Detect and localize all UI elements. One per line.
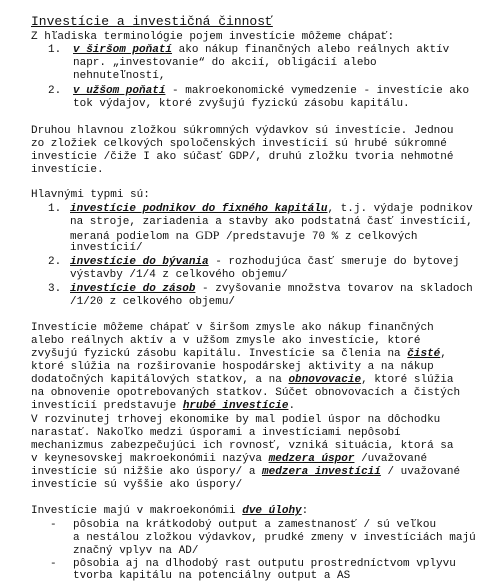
type-1-text: meraná podielom na (70, 231, 196, 243)
type-2-line-1 (70, 256, 459, 268)
type-2-number: 2. (48, 256, 62, 268)
intro-line: Z hľadiska terminológie pojem investície môžeme chápať: (31, 31, 395, 43)
paragraph-text: zvyšujú fyzickú zásobu kapitálu. Investície sa členia na (31, 348, 401, 360)
definition-2-text: - makroekonomické vymedzenie - investície ako (165, 85, 470, 97)
types-heading: Hlavnými typmi sú: (31, 189, 150, 201)
role-2-line-2: tvorba kapitálu na potenciálny output a AS (73, 570, 351, 582)
type-1-number: 1. (48, 203, 62, 215)
paragraph-line (31, 453, 427, 465)
paragraph-line (31, 466, 460, 478)
type-3-term: investície do zásob (70, 283, 196, 295)
page-title: Investície a investičná činnosť (31, 14, 273, 29)
paragraph-line: investície sú vyššie ako úspory/ (31, 479, 243, 491)
definition-1-term: v širšom poňatí (73, 44, 173, 56)
type-3-number: 3. (48, 283, 62, 295)
paragraph-text: dodatočných kapitálových statkov, a na (31, 374, 289, 386)
definition-1-line-3: nehnuteľností, (73, 70, 166, 82)
term-ciste: čisté (407, 348, 441, 360)
type-1-text: /predstavuje 70 % z celkových (219, 231, 418, 243)
role-2-line-1: pôsobia aj na dlhodobý rast outputu prostredníctvom vplyvu (73, 558, 456, 570)
definition-2-line-2: tok výdajov, ktoré zvyšujú fyzickú zásobu kapitálu. (73, 98, 410, 110)
type-3-text: - zvyšovanie množstva tovarov na skladoch (195, 283, 473, 295)
bullet-dash: - (50, 558, 57, 570)
paragraph-text: , ktoré slúžia (361, 374, 454, 386)
type-3-line-2: /1/20 z celkového objemu/ (70, 296, 236, 308)
paragraph-text: . (288, 400, 296, 412)
definition-2-term: v užšom poňatí (73, 85, 166, 97)
definition-1-line-1 (73, 44, 449, 56)
paragraph-line: V rozvinutej trhovej ekonomike by mal podiel úspor na dôchodku (31, 414, 441, 426)
definition-1-text: ako nákup finančných alebo reálnych aktív (172, 44, 450, 56)
paragraph-line (31, 348, 447, 360)
definition-2-number: 2. (48, 85, 62, 97)
paragraph-line: alebo reálnych aktív a v užšom zmysle ako investície, ktoré (31, 335, 421, 347)
roles-heading-text: Investície majú v makroekonómii (31, 505, 243, 517)
term-dve-ulohy: dve úlohy (242, 505, 302, 517)
roles-heading (31, 505, 308, 517)
roles-heading-text: : (301, 505, 309, 517)
bullet-dash: - (50, 519, 57, 531)
paragraph-line: investície /čiže I ako súčasť GDP/, druhú zložku tvoria nehmotné (31, 151, 454, 163)
term-hrube-investicie: hrubé investície (182, 400, 289, 412)
type-2-text: - rozhodujúca časť smeruje do bytovej (208, 256, 460, 268)
term-medzera-uspor: medzera úspor (268, 453, 355, 465)
definition-2-line-1 (73, 85, 469, 97)
paragraph-line: Investície môžeme chápať v širšom zmysle ako nákup finančných (31, 322, 434, 334)
role-1-line-3: značný vplyv na AD/ (73, 545, 199, 557)
paragraph-text: v keynesovskej makroekonómii nazýva (31, 453, 269, 465)
paragraph-text: , (440, 348, 447, 360)
definition-1-line-2: napr. „investovanie“ do akcií, obligácií alebo (73, 57, 377, 69)
paragraph-line (31, 400, 295, 412)
role-1-line-2: a nestálou zložkou výdavkov, prudké zmeny v investíciách majú (73, 532, 476, 544)
type-2-term: investície do bývania (70, 256, 209, 268)
paragraph-line: na obnovenie opotrebovaných statkov. Súčet obnovovacích a čistých (31, 387, 461, 399)
term-obnovovacie: obnovovacie (288, 374, 362, 386)
paragraph-line: zo zložiek celkových spoločenských investícií sú hrubé súkromné (31, 138, 447, 150)
paragraph-line (31, 374, 454, 386)
paragraph-text: /uvažované (354, 453, 428, 465)
type-1-line-3 (70, 229, 417, 243)
type-3-line-1 (70, 283, 473, 295)
type-1-line-4: investícií/ (70, 242, 143, 254)
gdp-abbr: GDP (195, 228, 220, 242)
type-2-line-2: výstavby /1/4 z celkového objemu/ (70, 269, 288, 281)
type-1-line-2: na stroje, zariadenia a stavby ako podstatná časť investícií, (70, 216, 473, 228)
type-1-text: , t.j. výdaje podnikov (327, 203, 473, 215)
term-medzera-investicii: medzera investícií (262, 466, 381, 478)
definition-1-number: 1. (48, 44, 62, 56)
type-1-term: investície podnikov do fixného kapitálu (70, 203, 328, 215)
paragraph-text: investícií predstavuje (31, 400, 183, 412)
paragraph-line: ktoré slúžia na rozširovanie hospodárskej aktivity a na nákup (31, 361, 434, 373)
paragraph-line: Druhou hlavnou zložkou súkromných výdavkov sú investície. Jednou (31, 125, 454, 137)
paragraph-text: investície sú nižšie ako úspory/ a (31, 466, 263, 478)
paragraph-line: investície. (31, 164, 104, 176)
paragraph-text: / uvažované (380, 466, 461, 478)
paragraph-line: mechanizmus zabezpečujúci ich rovnosť, vzniká situácia, ktorá sa (31, 440, 454, 452)
paragraph-line: narastať. Nakoľko medzi úsporami a investíciami nepôsobí (31, 427, 401, 439)
type-1-line-1 (70, 203, 473, 215)
role-1-line-1: pôsobia na krátkodobý output a zamestnanosť / sú veľkou (73, 519, 437, 531)
